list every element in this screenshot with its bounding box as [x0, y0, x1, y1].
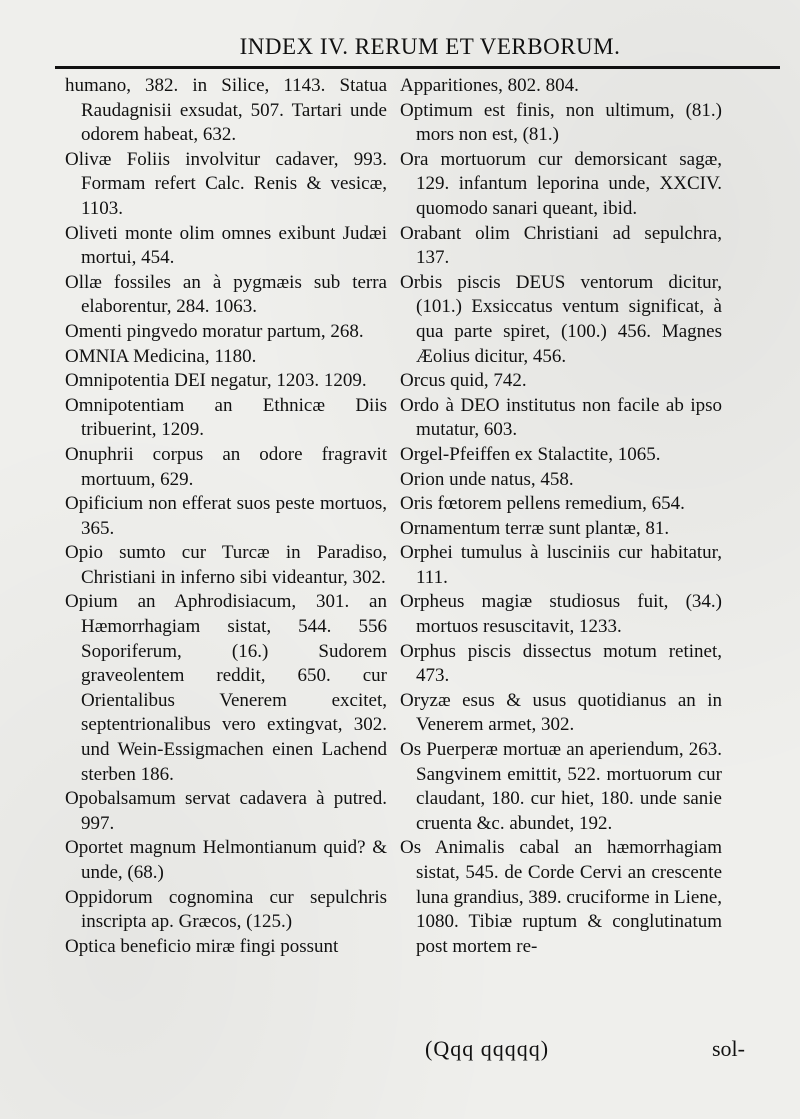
index-entry: Ornamentum terræ sunt plantæ, 81. [400, 517, 670, 539]
index-entry: Opio sumto cur Turcæ in Paradiso, Christiani in inferno sibi videantur, 302. [65, 542, 387, 588]
index-entry: Orabant olim Christiani ad sepulchra, 137. [400, 222, 722, 269]
index-entry: Orpheus magiæ studiosus fuit, (34.) mortuos resuscitavit, 1233. [400, 591, 722, 638]
index-entry: Opificium non efferat suos peste mortuos, 365. [65, 493, 387, 539]
index-entry: Ora mortuorum cur demorsicant sagæ, 129. infantum leporina unde, XXCIV. quomodo sanari queant, ibid. [400, 148, 722, 219]
index-entry: Os Puerperæ mortuæ an aperiendum, 263. Sangvinem emittit, 522. mortuorum cur claudant, 180. cur hiet, 180. unde sanie cruenta &c. abundet, 192. [400, 739, 722, 834]
index-entry: Orgel-Pfeiffen ex Stalactite, 1065. [400, 443, 661, 465]
index-entry: Oris fœtorem pellens remedium, 654. [400, 493, 685, 515]
index-entry: Oryzæ esus & usus quotidianus an in Venerem armet, 302. [400, 689, 722, 736]
index-entry: Opium an Aphrodisiacum, 301. an Hæmorrhagiam sistat, 544. 556 Soporiferum, (16.) Sudorem graveolentem reddit, 650. cur Orientalibus Venerem excitet, septentrionalibus vero extingvat, 302. und Wein-Essigmachen einen Lachend sterben 186. [65, 591, 387, 785]
index-entry: Omnipotentia DEI negatur, 1203. 1209. [65, 370, 367, 392]
index-entry: humano, 382. in Silice, 1143. Statua Raudagnisii exsudat, 507. Tartari unde odorem habeat, 632. [65, 75, 387, 146]
index-entry: Orcus quid, 742. [400, 370, 527, 392]
index-entry: Oppidorum cognomina cur sepulchris inscripta ap. Græcos, (125.) [65, 886, 387, 933]
index-entry: Orbis piscis DEUS ventorum dicitur, (101.) Exsiccatus ventum significat, à qua parte spiret, (100.) 456. Magnes Æolius dicitur, 456. [400, 271, 722, 367]
index-entry: Onuphrii corpus an odore fragravit mortuum, 629. [65, 443, 387, 490]
index-entry: Apparitiones, 802. 804. [400, 75, 579, 96]
index-entry: Olivæ Foliis involvitur cadaver, 993. Formam refert Calc. Renis & vesicæ, 1103. [65, 148, 387, 219]
index-entry: Ordo à DEO institutus non facile ab ipso mutatur, 603. [400, 394, 722, 441]
signature-mark: (Qqq qqqqq) [425, 1036, 550, 1061]
index-entry: Os Animalis cabal an hæmorrhagiam sistat, 545. de Corde Cervi an crescente luna grandius, 389. cruciforme in Liene, 1080. Tibiæ ruptum & conglutinatum post mortem re- [400, 837, 723, 957]
index-entry: Ollæ fossiles an à pygmæis sub terra elaborentur, 284. 1063. [65, 271, 387, 318]
page-header: INDEX IV. RERUM ET VERBORUM. [239, 34, 621, 59]
index-entry: Orphei tumulus à lusciniis cur habitatur, 111. [400, 542, 722, 588]
catchword: sol- [712, 1036, 745, 1061]
index-entry: Oportet magnum Helmontianum quid? & unde, (68.) [65, 837, 387, 883]
index-entry: Orphus piscis dissectus motum retinet, 473. [400, 640, 722, 687]
index-entry: Oliveti monte olim omnes exibunt Judæi mortui, 454. [65, 222, 387, 269]
index-entry: Omnipotentiam an Ethnicæ Diis tribuerint, 1209. [65, 394, 387, 441]
right-column [400, 74, 722, 959]
index-entry: Optimum est finis, non ultimum, (81.) mors non est, (81.) [400, 99, 722, 146]
index-entry: Orion unde natus, 458. [400, 468, 574, 490]
index-entry: Opobalsamum servat cadavera à putred. 997. [65, 788, 387, 834]
index-columns [65, 74, 725, 1064]
index-entry: OMNIA Medicina, 1180. [65, 345, 257, 367]
page-footer [415, 1036, 745, 1066]
left-column [65, 74, 387, 959]
header-rule [55, 66, 780, 69]
index-entry: Optica beneficio miræ fingi possunt [65, 935, 339, 957]
index-entry: Omenti pingvedo moratur partum, 268. [65, 320, 364, 342]
